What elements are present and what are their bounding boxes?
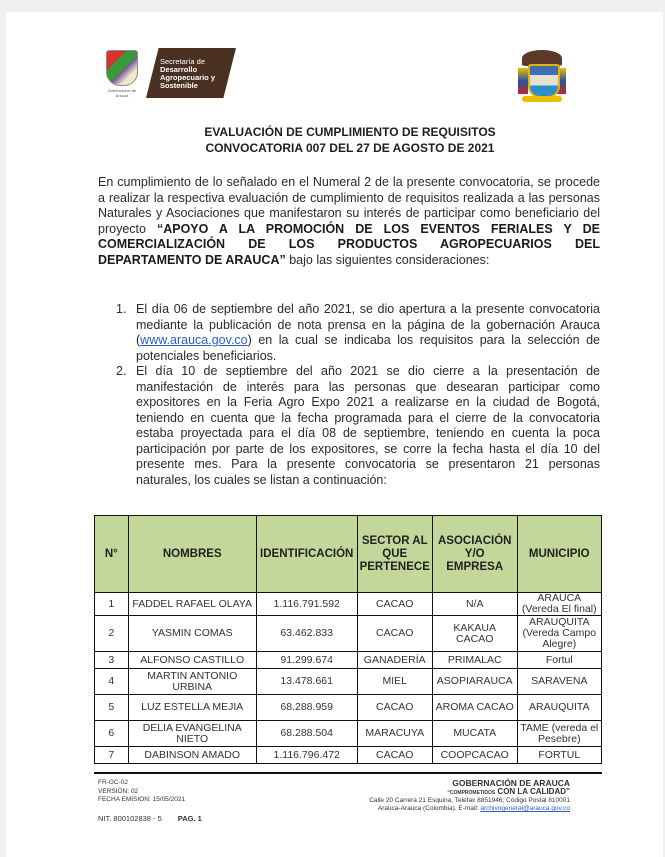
- table-header-row: [95, 516, 602, 593]
- list-item: 1. El día 06 de septiembre del año 2021, se dio apertura a la presente convocatoria mediante la publicación de nota prensa en la página de la gobernación Arauca (www.arauca.gov.co) en la cual se indicaba los requisitos para la selección de potenciales beneficiarios.: [116, 302, 600, 363]
- form-version: VERSIÓN: 02: [98, 787, 139, 795]
- secretaria-banner-text: Secretaría de Desarrollo Agropecuario y Sostenible: [160, 57, 216, 90]
- footer-doc-info: [98, 779, 185, 805]
- table-row: 3 ALFONSO CASTILLO 91.299.674 GANADERÍA PRIMALAC Fortul: [95, 652, 602, 669]
- doc-title-line1: EVALUACIÓN DE CUMPLIMIENTO DE REQUISITOS: [204, 125, 496, 139]
- form-code: FR-GC-02: [98, 779, 128, 786]
- col-header-number: N°: [95, 516, 129, 593]
- colombia-coat-of-arms-icon: [518, 50, 566, 106]
- doc-title-line2: CONVOCATORIA 007 DEL 27 DE AGOSTO DE 2021: [205, 141, 495, 155]
- footer-contact: [330, 778, 570, 813]
- col-header-names: NOMBRES: [128, 516, 256, 593]
- applicants-table: [94, 515, 602, 764]
- footer-nit-page: [98, 814, 202, 823]
- nit: NIT. 800102838 - 5: [98, 814, 162, 823]
- footer-divider: [94, 772, 602, 774]
- email-link[interactable]: archivogeneral@arauca.gov.co: [480, 805, 570, 812]
- arauca-website-link[interactable]: www.arauca.gov.co: [140, 333, 248, 347]
- col-header-sector: SECTOR AL QUE PERTENECE: [357, 516, 432, 593]
- list-item: 2. El día 10 de septiembre del año 2021 se dio cierre a la presentación de manifestación de interés para las personas que desearan participar como expositores en la Feria Agro Expo 2021 a realizarse en la ciudad de Bogotá, teniendo en cuenta que la fecha programada para el cierre de la convocatoria estaba proyectada para el día 08 de septiembre, teniendo en cuenta la poca participación por parte de los expositores, se corre la fecha hasta el día 10 del presente mes. Para la presente convocatoria se presentaron 21 personas naturales, los cuales se listan a continuación:: [116, 364, 600, 487]
- col-header-association: ASOCIACIÓN Y/O EMPRESA: [432, 516, 517, 593]
- col-header-municipality: MUNICIPIO: [517, 516, 601, 593]
- intro-paragraph: En cumplimiento de lo señalado en el Numeral 2 de la presente convocatoria, se procede a realizar la respectiva evaluación de cumplimiento de requisitos realizada a las personas Naturales y Asociaciones que manifestaron su interés de participar como beneficiario del proyecto “APOYO A LA PROMOCIÓN DE LOS EVENTOS FERIALES Y DE COMERCIALIZACIÓN DE LOS PRODUCTOS AGROPECUARIOS DEL DEPARTAMENTO DE ARAUCA” bajo las siguientes consideraciones:: [98, 175, 600, 267]
- project-name: “APOYO A LA PROMOCIÓN DE LOS EVENTOS FERIALES Y DE COMERCIALIZACIÓN DE LOS PRODUCTOS AGROPECUARIOS DEL DEPARTAMENTO DE ARAUCA”: [98, 221, 600, 267]
- table-row: 4 MARTIN ANTONIO URBINA 13.478.661 MIEL ASOPIARAUCA SARAVENA: [95, 669, 602, 695]
- table-row: 1 FADDEL RAFAEL OLAYA 1.116.791.592 CACAO N/A ARAUCA (Vereda El final): [95, 593, 602, 616]
- table-row: 6 DELIA EVANGELINA NIETO 68.288.504 MARACUYA MUCATA TAME (vereda el Pesebre): [95, 721, 602, 747]
- table-row: 5 LUZ ESTELLA MEJIA 68.288.959 CACAO AROMA CACAO ARAUQUITA: [95, 695, 602, 721]
- arauca-shield-icon: [106, 50, 138, 86]
- slogan: “COMPROMETIDOS CON LA CALIDAD”: [447, 787, 570, 796]
- address: Calle 20 Carrera 21 Esquina, Telefax 8851946; Código Postal 810001: [369, 797, 570, 804]
- table-row: 7 DABINSON AMADO 1.116.796.472 CACAO COOPCACAO FORTUL: [95, 747, 602, 764]
- org-name: GOBERNACIÓN DE ARAUCA: [452, 778, 570, 788]
- considerations-list: [116, 302, 600, 488]
- city-email: Arauca-Arauca (Colombia). E-mail: archivogeneral@arauca.gov.co: [377, 805, 570, 812]
- table-row: 2 YASMIN COMAS 63.462.833 CACAO KAKAUA CACAO ARAUQUITA (Vereda Campo Alegre): [95, 616, 602, 652]
- col-header-id: IDENTIFICACIÓN: [256, 516, 357, 593]
- secretaria-logo: [102, 42, 240, 104]
- crest-icon: [528, 64, 560, 98]
- shield-caption: Gobernación de Arauca: [107, 88, 137, 98]
- page-number: PAG. 1: [177, 814, 202, 823]
- emission-date: FECHA EMISION: 15/05/2021: [98, 796, 186, 803]
